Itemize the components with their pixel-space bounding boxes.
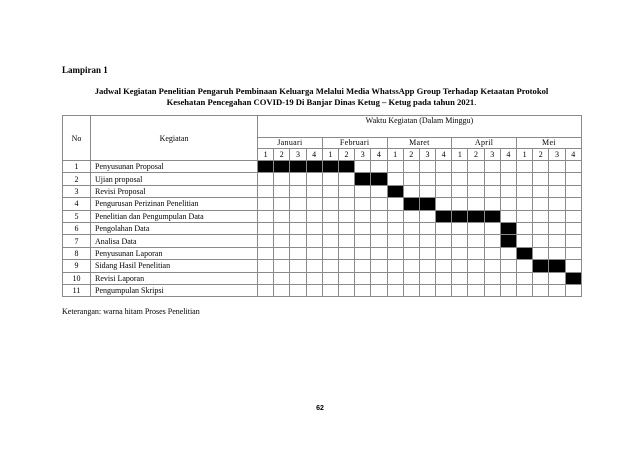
week-cell-active (436, 210, 452, 222)
week-cell-active (306, 161, 322, 173)
activity-name: Pengumpulan Skripsi (91, 284, 258, 296)
week-cell (500, 161, 516, 173)
week-cell (484, 185, 500, 197)
week-cell (322, 235, 338, 247)
week-cell (355, 260, 371, 272)
week-cell-active (533, 260, 549, 272)
week-cell (258, 185, 274, 197)
week-cell (290, 198, 306, 210)
week-cell (533, 210, 549, 222)
week-cell (371, 222, 387, 234)
week-cell (371, 210, 387, 222)
week-cell (500, 260, 516, 272)
week-cell (355, 185, 371, 197)
week-cell (549, 161, 565, 173)
week-cell (258, 260, 274, 272)
week-cell (484, 284, 500, 296)
week-cell (533, 222, 549, 234)
week-cell-active (565, 272, 581, 284)
activity-name: Ujian proposal (91, 173, 258, 185)
week-cell (322, 247, 338, 259)
week-cell (306, 235, 322, 247)
week-cell-active (468, 210, 484, 222)
week-header: 3 (484, 149, 500, 161)
week-cell (436, 185, 452, 197)
week-cell (258, 173, 274, 185)
week-cell (387, 260, 403, 272)
week-cell (274, 272, 290, 284)
month-header: April (452, 138, 517, 149)
week-cell-active (371, 173, 387, 185)
row-number: 5 (63, 210, 91, 222)
week-cell (290, 284, 306, 296)
week-cell (371, 198, 387, 210)
week-cell (468, 173, 484, 185)
week-cell (436, 272, 452, 284)
week-cell (517, 198, 533, 210)
week-cell (290, 272, 306, 284)
week-header: 3 (290, 149, 306, 161)
week-cell (484, 235, 500, 247)
week-cell (549, 247, 565, 259)
week-cell-active (387, 185, 403, 197)
week-cell (468, 235, 484, 247)
week-header: 4 (306, 149, 322, 161)
table-row (63, 272, 582, 284)
week-cell (306, 260, 322, 272)
activity-name: Sidang Hasil Penelitian (91, 260, 258, 272)
week-cell (517, 284, 533, 296)
week-cell (387, 161, 403, 173)
week-header: 2 (533, 149, 549, 161)
week-cell (452, 260, 468, 272)
week-cell (290, 260, 306, 272)
week-cell (355, 222, 371, 234)
week-header: 2 (338, 149, 354, 161)
week-cell (549, 284, 565, 296)
week-cell (274, 173, 290, 185)
week-cell (517, 272, 533, 284)
week-cell (436, 222, 452, 234)
week-cell (403, 235, 419, 247)
table-row (63, 260, 582, 272)
week-cell (403, 272, 419, 284)
week-cell (387, 173, 403, 185)
page-number: 62 (316, 405, 324, 412)
week-cell (322, 210, 338, 222)
week-cell (274, 247, 290, 259)
row-number: 3 (63, 185, 91, 197)
week-cell (355, 210, 371, 222)
document-title (62, 86, 581, 108)
week-cell (419, 260, 435, 272)
week-header: 1 (322, 149, 338, 161)
week-cell (468, 272, 484, 284)
week-cell (533, 247, 549, 259)
table-row (63, 185, 582, 197)
row-number: 8 (63, 247, 91, 259)
appendix-label: Lampiran 1 (62, 65, 108, 75)
week-cell (484, 222, 500, 234)
row-number: 7 (63, 235, 91, 247)
week-cell-active (338, 161, 354, 173)
week-cell (517, 185, 533, 197)
week-cell (549, 272, 565, 284)
week-cell (274, 222, 290, 234)
week-cell (338, 235, 354, 247)
week-cell (517, 222, 533, 234)
row-number: 6 (63, 222, 91, 234)
table-row (63, 247, 582, 259)
week-cell-active (258, 161, 274, 173)
week-cell (468, 284, 484, 296)
activity-name: Revisi Proposal (91, 185, 258, 197)
week-cell (419, 210, 435, 222)
activity-name: Pengolahan Data (91, 222, 258, 234)
week-cell (452, 272, 468, 284)
week-cell-active (290, 161, 306, 173)
week-cell (549, 185, 565, 197)
week-header: 1 (452, 149, 468, 161)
week-cell (484, 161, 500, 173)
week-header: 2 (468, 149, 484, 161)
table-row (63, 198, 582, 210)
week-header: 4 (436, 149, 452, 161)
month-header: Januari (258, 138, 323, 149)
week-cell (517, 235, 533, 247)
week-cell (500, 210, 516, 222)
week-cell (565, 260, 581, 272)
header-waktu: Waktu Kegiatan (Dalam Minggu) (258, 116, 582, 138)
week-cell (468, 222, 484, 234)
week-cell (371, 260, 387, 272)
week-cell (500, 247, 516, 259)
activity-name: Revisi Laporan (91, 272, 258, 284)
week-cell (355, 198, 371, 210)
week-cell (468, 185, 484, 197)
week-header: 1 (387, 149, 403, 161)
week-cell (258, 284, 274, 296)
week-cell (306, 222, 322, 234)
week-cell (549, 235, 565, 247)
week-cell (419, 222, 435, 234)
week-cell-active (452, 210, 468, 222)
row-number: 9 (63, 260, 91, 272)
week-cell (403, 284, 419, 296)
week-cell (533, 185, 549, 197)
week-cell (484, 173, 500, 185)
week-cell (403, 247, 419, 259)
week-header: 2 (403, 149, 419, 161)
week-cell (419, 161, 435, 173)
week-cell (500, 173, 516, 185)
title-line-2 (62, 97, 581, 108)
table-row (63, 210, 582, 222)
week-cell-active (403, 198, 419, 210)
week-cell (517, 161, 533, 173)
week-cell (484, 272, 500, 284)
week-cell-active (500, 235, 516, 247)
activity-name: Penyusunan Proposal (91, 161, 258, 173)
week-cell (419, 235, 435, 247)
week-cell (565, 222, 581, 234)
week-cell (484, 247, 500, 259)
week-cell (565, 185, 581, 197)
week-cell (290, 185, 306, 197)
row-number: 4 (63, 198, 91, 210)
week-cell (452, 185, 468, 197)
week-cell (533, 235, 549, 247)
schedule-table (62, 115, 582, 297)
week-cell (565, 198, 581, 210)
week-cell (338, 272, 354, 284)
week-header: 4 (500, 149, 516, 161)
activity-name: Analisa Data (91, 235, 258, 247)
week-cell (387, 235, 403, 247)
week-cell-active (322, 161, 338, 173)
week-cell (355, 235, 371, 247)
week-cell (403, 161, 419, 173)
week-cell (387, 222, 403, 234)
week-cell (371, 235, 387, 247)
title-line-1: Jadwal Kegiatan Penelitian Pengaruh Pembinaan Keluarga Melalui Media WhatssApp Group Terhadap Ketaatan Protokol (94, 86, 549, 96)
week-cell (338, 247, 354, 259)
week-cell (419, 173, 435, 185)
week-cell (274, 185, 290, 197)
row-number: 1 (63, 161, 91, 173)
week-cell (306, 272, 322, 284)
week-cell (517, 210, 533, 222)
month-header: Maret (387, 138, 452, 149)
week-header: 4 (565, 149, 581, 161)
week-cell (338, 210, 354, 222)
week-cell (387, 284, 403, 296)
week-cell (419, 185, 435, 197)
week-cell (549, 222, 565, 234)
week-cell (565, 247, 581, 259)
week-cell (468, 260, 484, 272)
week-cell (452, 247, 468, 259)
week-cell (500, 185, 516, 197)
week-cell (436, 173, 452, 185)
week-cell (436, 198, 452, 210)
week-cell (452, 235, 468, 247)
week-cell-active (549, 260, 565, 272)
week-cell (403, 260, 419, 272)
week-cell (338, 173, 354, 185)
week-cell (290, 222, 306, 234)
table-row (63, 173, 582, 185)
week-cell (533, 173, 549, 185)
week-cell (338, 284, 354, 296)
week-cell (322, 222, 338, 234)
week-cell (306, 247, 322, 259)
activity-name: Pengurusan Perizinan Penelitian (91, 198, 258, 210)
week-cell (500, 272, 516, 284)
week-cell (306, 185, 322, 197)
week-cell (436, 260, 452, 272)
week-cell (306, 284, 322, 296)
week-cell-active (500, 222, 516, 234)
week-cell (436, 284, 452, 296)
week-cell (565, 210, 581, 222)
week-cell (322, 185, 338, 197)
week-cell (322, 173, 338, 185)
header-kegiatan: Kegiatan (91, 116, 258, 161)
title-period: . (474, 97, 477, 107)
week-cell (274, 210, 290, 222)
week-cell (452, 161, 468, 173)
week-cell (533, 272, 549, 284)
week-cell (322, 260, 338, 272)
week-cell (500, 284, 516, 296)
week-cell (517, 260, 533, 272)
row-number: 2 (63, 173, 91, 185)
week-header: 3 (419, 149, 435, 161)
week-cell (290, 235, 306, 247)
week-cell (436, 235, 452, 247)
week-cell (452, 284, 468, 296)
week-cell (403, 173, 419, 185)
week-cell (549, 198, 565, 210)
week-cell (387, 272, 403, 284)
week-cell-active (355, 173, 371, 185)
week-cell (500, 198, 516, 210)
week-cell (355, 272, 371, 284)
week-cell (403, 210, 419, 222)
week-cell (371, 247, 387, 259)
week-header: 3 (355, 149, 371, 161)
table-row (63, 222, 582, 234)
week-cell (452, 173, 468, 185)
week-cell (274, 198, 290, 210)
month-header: Mei (517, 138, 582, 149)
row-number: 11 (63, 284, 91, 296)
week-cell (468, 247, 484, 259)
header-no: No (63, 116, 91, 161)
week-cell (355, 247, 371, 259)
week-cell (436, 247, 452, 259)
week-cell (306, 198, 322, 210)
week-cell (258, 210, 274, 222)
week-cell (338, 260, 354, 272)
week-cell (387, 247, 403, 259)
week-cell (258, 272, 274, 284)
activity-name: Penyusunan Laporan (91, 247, 258, 259)
week-cell (387, 210, 403, 222)
week-cell (274, 284, 290, 296)
week-cell (322, 272, 338, 284)
row-number: 10 (63, 272, 91, 284)
week-cell (565, 235, 581, 247)
week-cell (533, 198, 549, 210)
week-header: 1 (517, 149, 533, 161)
month-header: Februari (322, 138, 387, 149)
week-cell (436, 161, 452, 173)
week-cell (565, 173, 581, 185)
table-row (63, 235, 582, 247)
week-cell (468, 161, 484, 173)
week-cell (290, 210, 306, 222)
week-cell (484, 260, 500, 272)
week-cell (403, 222, 419, 234)
table-row (63, 284, 582, 296)
week-cell (306, 173, 322, 185)
week-cell (322, 284, 338, 296)
week-cell (338, 198, 354, 210)
week-cell-active (419, 198, 435, 210)
week-cell-active (517, 247, 533, 259)
legend-note: Keterangan: warna hitam Proses Penelitian (62, 307, 200, 316)
week-cell (468, 198, 484, 210)
activity-name: Penelitian dan Pengumpulan Data (91, 210, 258, 222)
week-cell (565, 161, 581, 173)
week-cell (355, 284, 371, 296)
week-cell (549, 173, 565, 185)
week-cell (371, 284, 387, 296)
week-cell (533, 284, 549, 296)
week-cell (290, 173, 306, 185)
week-cell (549, 210, 565, 222)
week-cell (371, 161, 387, 173)
week-cell (484, 198, 500, 210)
week-cell (419, 284, 435, 296)
week-cell (419, 247, 435, 259)
week-cell-active (274, 161, 290, 173)
week-cell (338, 222, 354, 234)
week-header: 2 (274, 149, 290, 161)
week-cell (419, 272, 435, 284)
week-header: 3 (549, 149, 565, 161)
week-cell (403, 185, 419, 197)
week-cell (338, 185, 354, 197)
week-cell (274, 235, 290, 247)
week-cell (290, 247, 306, 259)
week-cell (258, 198, 274, 210)
week-cell (258, 235, 274, 247)
title-line-2-text: Kesehatan Pencegahan COVID-19 Di Banjar Dinas Ketug – Ketug pada tahun 2021 (166, 97, 475, 107)
table-row (63, 161, 582, 173)
week-cell (387, 198, 403, 210)
week-cell (355, 161, 371, 173)
week-cell (452, 222, 468, 234)
week-cell (274, 260, 290, 272)
week-cell (533, 161, 549, 173)
week-cell-active (484, 210, 500, 222)
week-cell (258, 247, 274, 259)
week-cell (371, 185, 387, 197)
week-cell (517, 173, 533, 185)
week-cell (452, 198, 468, 210)
week-cell (565, 284, 581, 296)
week-cell (306, 210, 322, 222)
week-header: 1 (258, 149, 274, 161)
week-cell (322, 198, 338, 210)
week-cell (258, 222, 274, 234)
week-cell (371, 272, 387, 284)
week-header: 4 (371, 149, 387, 161)
